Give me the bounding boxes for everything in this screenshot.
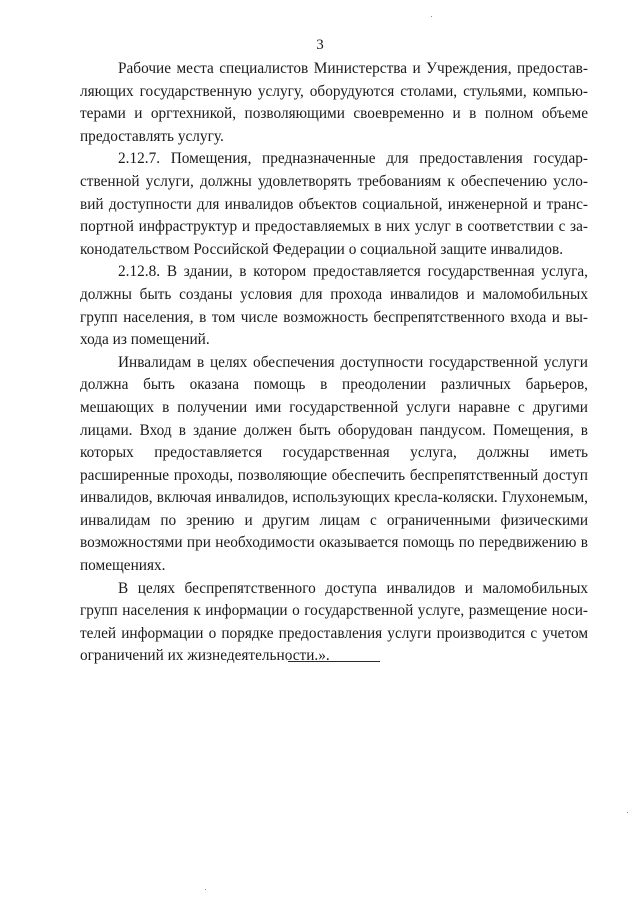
paragraph-workplaces: Рабочие места специалистов Министерства и Учреждения, предоставляющих государственную услугу, оборудуются столами, стульями, компьютерами и оргтехникой, позволяющими своевременно и в полном объеме предоставлять услугу. bbox=[80, 60, 588, 145]
paragraph-2-12-8: 2.12.8. В здании, в котором предоставляется государственная услуга, должны быть созданы условия для прохода инвалидов и маломобильных групп населения, в том числе возможность беспрепятственного входа и выхода из помещений. bbox=[80, 263, 588, 349]
page-number: 3 bbox=[316, 37, 324, 53]
paragraph-accessibility-assistance: Инвалидам в целях обеспечения доступности государственной услуги должна быть оказана помощь в преодолении различных барьеров, мешающих в получении ими государственной услуги наравне с другими лицами. Вход в здание должен быть оборудован пандусом. Помещения, в которых предоставляется государственная услуга, должны иметь расширенные проходы, позволяющие обеспечить беспрепятственный доступ инвалидов, включая инвалидов, использующих кресла-коляски. Глухонемым, инвалидам по зрению и другим лицам с ограниченными физическими возможностями при необходимости оказывается помощь по передвижению в помещениях. bbox=[80, 353, 588, 575]
scan-speck bbox=[627, 812, 628, 813]
paragraph-information-access: В целях беспрепятственного доступа инвалидов и маломобильных групп населения к информации о государственной услуге, размещение носителей информации о порядке предоставления услуги производится с учетом ограничений их жизнедеятельности.». bbox=[80, 579, 588, 665]
body-text bbox=[80, 58, 588, 668]
scan-speck bbox=[431, 16, 432, 17]
scan-speck bbox=[205, 889, 206, 890]
closing-divider bbox=[288, 661, 380, 662]
paragraph-2-12-7: 2.12.7. Помещения, предназначенные для предоставления государственной услуги, должны удовлетворять требованиям к обеспечению условий доступности для инвалидов объектов социальной, инженерной и транспортной инфраструктур и предоставляемых в них услуг в соответствии с законодательством Российской Федерации о социальной защите инвалидов. bbox=[80, 150, 588, 258]
